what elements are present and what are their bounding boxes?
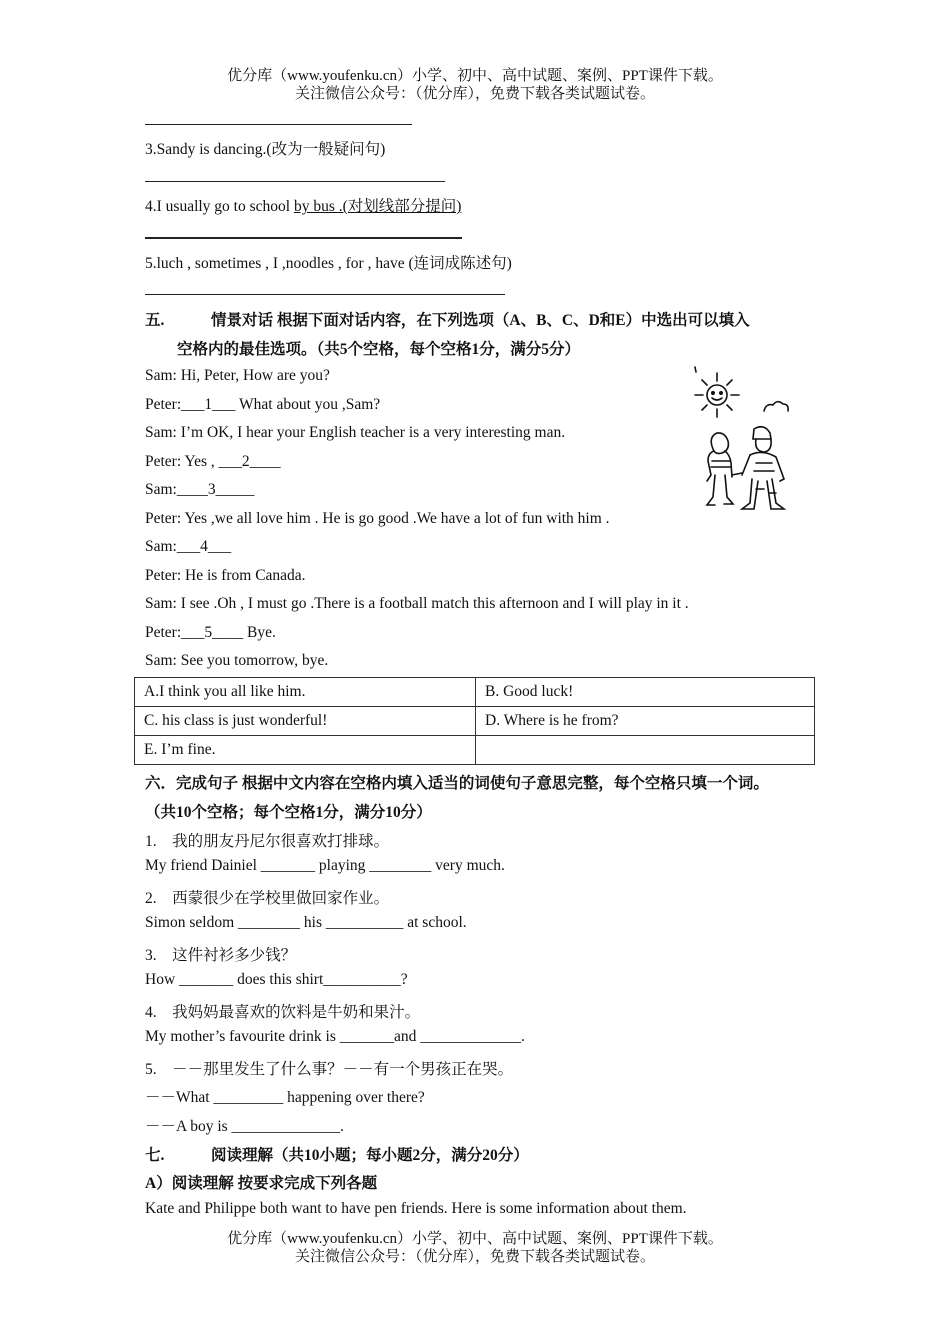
kids-illustration xyxy=(690,363,802,523)
sentence-english: My friend Dainiel _______ playing ________ very much. xyxy=(145,857,505,874)
sentence-english: My mother’s favourite drink is _______and _____________. xyxy=(145,1028,525,1045)
sentence-chinese: 5. －－那里发生了什么事？－－有一个男孩正在哭。 xyxy=(145,1061,514,1078)
sentence-english: Simon seldom ________ his __________ at school. xyxy=(145,914,467,931)
option-b[interactable]: B. Good luck! xyxy=(476,678,815,707)
section-6-title-line2: （共10个空格；每个空格1分，满分10分） xyxy=(145,804,432,821)
question-3: 3.Sandy is dancing.(改为一般疑问句) xyxy=(145,141,386,158)
answer-line-5[interactable] xyxy=(145,294,505,295)
empty-cell xyxy=(476,736,815,765)
page-footer-line1: 优分库（www.youfenku.cn）小学、初中、高中试题、案例、PPT课件下载。 xyxy=(227,1231,723,1247)
dialogue-line: Peter:___1___ What about you ,Sam? xyxy=(145,396,381,413)
sentence-chinese: 2. 西蒙很少在学校里做回家作业。 xyxy=(145,890,390,907)
sun-icon xyxy=(695,367,739,417)
page-header-line1: 优分库（www.youfenku.cn）小学、初中、高中试题、案例、PPT课件下载。 xyxy=(227,68,723,84)
answer-line-2[interactable] xyxy=(145,124,412,125)
section-5-title-line2: 空格内的最佳选项。（共5个空格，每个空格1分，满分5分） xyxy=(177,341,581,358)
table-row xyxy=(135,678,815,707)
sentence-chinese: 1. 我的朋友丹尼尔很喜欢打排球。 xyxy=(145,833,390,850)
dialogue-line: Sam: See you tomorrow, bye. xyxy=(145,652,329,669)
sentence-chinese: 3. 这件衬衫多少钱？ xyxy=(145,947,297,964)
question-4-text: 4.I usually go to school xyxy=(145,198,294,215)
option-d[interactable]: D. Where is he from? xyxy=(476,707,815,736)
sentence-chinese: 4. 我妈妈最喜欢的饮料是牛奶和果汁。 xyxy=(145,1004,421,1021)
section-7-title: 阅读理解（共10小题；每小题2分，满分20分） xyxy=(211,1147,529,1164)
section-5-number: 五. xyxy=(145,312,165,329)
dialogue-line: Peter:___5____ Bye. xyxy=(145,624,276,641)
option-c[interactable]: C. his class is just wonderful! xyxy=(135,707,476,736)
question-4 xyxy=(145,194,461,216)
option-e[interactable]: E. I’m fine. xyxy=(135,736,476,765)
cloud-icon xyxy=(764,402,788,411)
section-7-number: 七. xyxy=(145,1147,165,1164)
sentence-english: －－A boy is ______________. xyxy=(145,1118,344,1135)
option-a[interactable]: A.I think you all like him. xyxy=(135,678,476,707)
dialogue-line: Sam: Hi, Peter, How are you? xyxy=(145,367,330,384)
dialogue-line: Peter: Yes ,we all love him . He is go good .We have a lot of fun with him . xyxy=(145,510,610,527)
section-5-title: 情景对话 根据下面对话内容，在下列选项（A、B、C、D和E）中选出可以填入 xyxy=(211,312,750,329)
section-7-subtitle: A）阅读理解 按要求完成下列各题 xyxy=(145,1175,378,1192)
dialogue-line: Peter: Yes , ___2____ xyxy=(145,453,281,470)
answer-line-4[interactable] xyxy=(145,237,462,239)
table-row xyxy=(135,736,815,765)
table-row xyxy=(135,707,815,736)
dialogue-line: Sam:____3_____ xyxy=(145,481,255,498)
page-header-line2: 关注微信公众号：（优分库），免费下载各类试题试卷。 xyxy=(294,86,655,102)
answer-line-3[interactable] xyxy=(145,181,445,182)
dialogue-line: Peter: He is from Canada. xyxy=(145,567,306,584)
boy-figure xyxy=(742,427,784,509)
options-table xyxy=(134,677,815,765)
girl-figure xyxy=(707,433,742,505)
dialogue-line: Sam:___4___ xyxy=(145,538,232,555)
dialogue-line: Sam: I’m OK, I hear your English teacher is a very interesting man. xyxy=(145,424,566,441)
question-5: 5.luch , sometimes , I ,noodles , for , have (连词成陈述句) xyxy=(145,255,512,272)
sentence-english: How _______ does this shirt__________? xyxy=(145,971,408,988)
question-4-underlined: by bus .(对划线部分提问) xyxy=(293,198,462,215)
reading-intro: Kate and Philippe both want to have pen friends. Here is some information about them. xyxy=(145,1200,687,1217)
dialogue-line: Sam: I see .Oh , I must go .There is a football match this afternoon and I will play in it . xyxy=(145,595,689,612)
section-6-title: 六．完成句子 根据中文内容在空格内填入适当的词使句子意思完整，每个空格只填一个词。 xyxy=(145,775,769,792)
sentence-english: －－What _________ happening over there? xyxy=(145,1089,425,1106)
page-footer-line2: 关注微信公众号：（优分库），免费下载各类试题试卷。 xyxy=(294,1249,655,1265)
